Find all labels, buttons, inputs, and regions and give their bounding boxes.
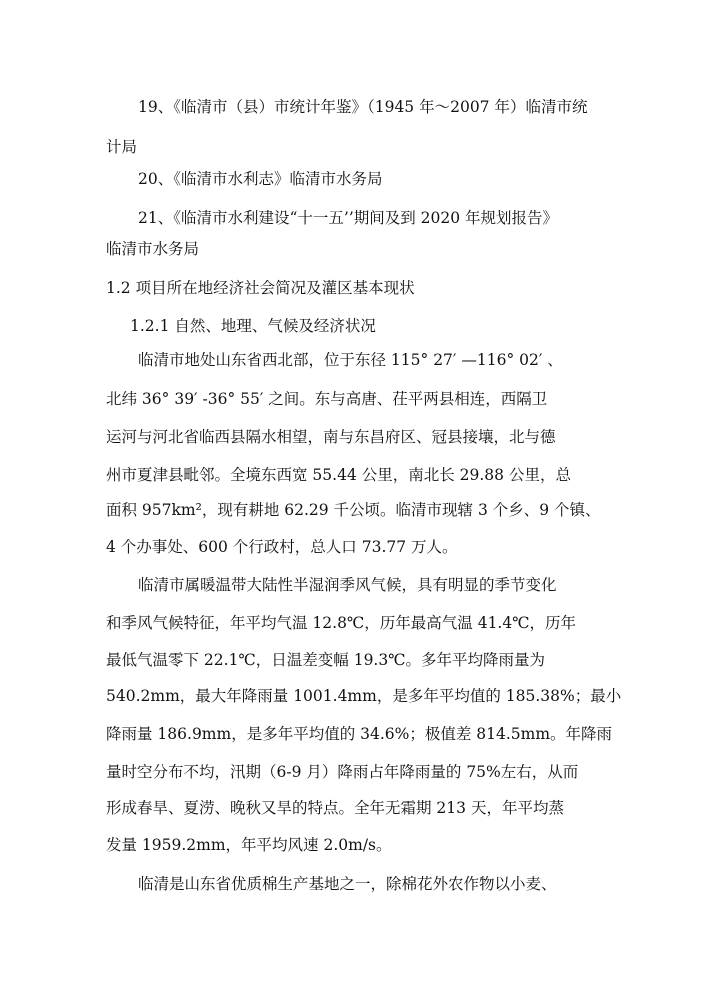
subsection-heading: 1.2.1 自然、地理、气候及经济状况	[130, 317, 376, 335]
paragraph-1-line-6: 4 个办事处、600 个行政村，总人口 73.77 万人。	[106, 538, 458, 556]
section-heading: 1.2 项目所在地经济社会简况及灌区基本现状	[106, 279, 415, 297]
reference-20-line-1: 20、《临清市水利志》临清市水务局	[138, 170, 383, 188]
reference-19-line-2: 计局	[106, 138, 138, 156]
reference-21-line-2: 临清市水务局	[106, 240, 200, 258]
reference-19-line-1: 19、《临清市（县）市统计年鉴》（1945 年～2007 年）临清市统	[138, 98, 588, 116]
paragraph-2-line-7: 形成春旱、夏涝、晚秋又旱的特点。全年无霜期 213 天，年平均蒸	[106, 799, 564, 817]
paragraph-2-line-8: 发量 1959.2mm，年平均风速 2.0m/s。	[106, 836, 392, 854]
paragraph-2-line-4: 540.2mm，最大年降雨量 1001.4mm，是多年平均值的 185.38%；最小	[106, 687, 622, 705]
paragraph-2-line-2: 和季风气候特征，年平均气温 12.8℃，历年最高气温 41.4℃，历年	[106, 614, 577, 632]
paragraph-2-line-1: 临清市属暖温带大陆性半湿润季风气候，具有明显的季节变化	[138, 576, 557, 594]
reference-21-line-1: 21、《临清市水利建设“十一五’’期间及到 2020 年规划报告》	[138, 209, 559, 227]
paragraph-2-line-5: 降雨量 186.9mm，是多年平均值的 34.6%；极值差 814.5mm。年降雨	[106, 725, 613, 743]
paragraph-2-line-6: 量时空分布不均，汛期（6-9 月）降雨占年降雨量的 75%左右，从而	[106, 763, 579, 781]
paragraph-1-line-1: 临清市地处山东省西北部，位于东径 115° 27′ —116° 02′ 、	[138, 351, 563, 369]
paragraph-1-line-3: 运河与河北省临西县隔水相望，南与东昌府区、冠县接壤，北与德	[106, 428, 556, 446]
paragraph-1-line-5: 面积 957km²，现有耕地 62.29 千公顷。临清市现辖 3 个乡、9 个镇、	[106, 501, 601, 519]
paragraph-3-line-1: 临清是山东省优质棉生产基地之一，除棉花外农作物以小麦、	[138, 875, 557, 893]
paragraph-2-line-3: 最低气温零下 22.1℃，日温差变幅 19.3℃。多年平均降雨量为	[106, 651, 546, 669]
paragraph-1-line-2: 北纬 36° 39′ -36° 55′ 之间。东与高唐、茌平两县相连，西隔卫	[106, 390, 548, 408]
paragraph-1-line-4: 州市夏津县毗邻。全境东西宽 55.44 公里，南北长 29.88 公里，总	[106, 466, 571, 484]
